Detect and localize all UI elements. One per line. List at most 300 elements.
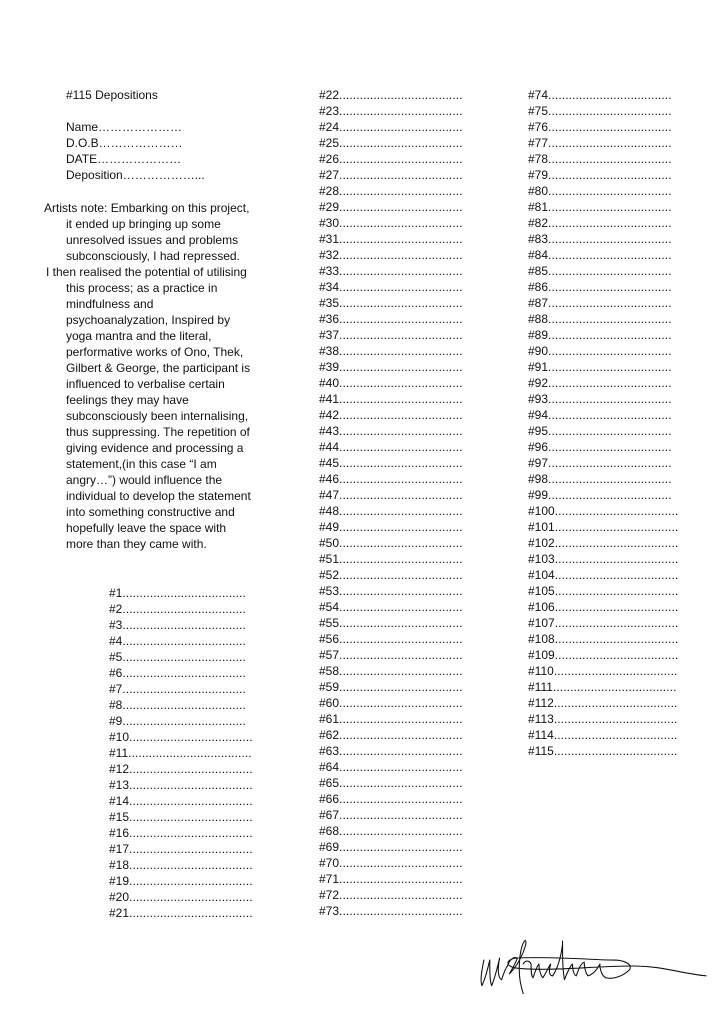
entry-leader: .................................... [339, 840, 463, 854]
deposition-entry[interactable] [528, 103, 678, 119]
deposition-entry[interactable] [319, 295, 463, 311]
deposition-entry[interactable] [319, 151, 463, 167]
deposition-entry[interactable] [109, 873, 253, 889]
deposition-entry[interactable] [319, 247, 463, 263]
note-line: feelings they may have [66, 393, 189, 407]
deposition-entry[interactable] [319, 775, 463, 791]
entry-leader: .................................... [339, 552, 463, 566]
entry-leader: .................................... [339, 744, 463, 758]
note-line: subconsciously, I had repressed. [66, 249, 240, 263]
deposition-entry[interactable] [528, 423, 678, 439]
deposition-entry[interactable] [319, 375, 463, 391]
deposition-entry[interactable] [319, 887, 463, 903]
entry-number: #8 [109, 698, 123, 712]
entry-number: #44 [319, 440, 340, 454]
entry-leader: .................................... [548, 264, 672, 278]
entry-leader: .................................... [128, 746, 252, 760]
deposition-entry[interactable] [319, 439, 463, 455]
deposition-entry[interactable] [319, 279, 463, 295]
entry-number: #10 [109, 730, 130, 744]
deposition-entry[interactable] [528, 695, 678, 711]
note-line: I then realised the potential of utilising [46, 265, 247, 279]
deposition-entry[interactable] [109, 793, 253, 809]
entry-number: #76 [528, 120, 549, 134]
deposition-entry[interactable] [528, 407, 678, 423]
entry-leader: .................................... [339, 472, 463, 486]
entry-number: #40 [319, 376, 340, 390]
entry-number: #24 [319, 120, 340, 134]
deposition-entry[interactable] [109, 713, 253, 729]
deposition-entry[interactable] [528, 727, 678, 743]
entry-leader: .................................... [129, 890, 253, 904]
deposition-entry[interactable] [319, 615, 463, 631]
deposition-entry[interactable] [319, 167, 463, 183]
note-line: yoga mantra and the literal, [66, 329, 212, 343]
entry-leader: .................................... [129, 810, 253, 824]
field-label: DATE [66, 152, 98, 166]
entry-number: #66 [319, 792, 340, 806]
deposition-entry[interactable] [109, 729, 253, 745]
entry-number: #46 [319, 472, 340, 486]
entry-leader: .................................... [553, 728, 678, 742]
entry-number: #108 [528, 632, 555, 646]
field-leader: ………………… [98, 120, 183, 134]
deposition-entry[interactable] [319, 855, 463, 871]
entry-leader: .................................... [339, 536, 463, 550]
deposition-entry[interactable] [528, 343, 678, 359]
deposition-entry[interactable] [319, 679, 463, 695]
field-deposition[interactable] [66, 167, 205, 183]
entry-leader: .................................... [339, 824, 463, 838]
entry-leader: .................................... [554, 632, 679, 646]
entry-number: #58 [319, 664, 340, 678]
note-line: unresolved issues and problems [66, 233, 239, 247]
deposition-entry[interactable] [528, 215, 678, 231]
deposition-entry[interactable] [319, 263, 463, 279]
field-label: Name [66, 120, 99, 134]
entry-number: #101 [528, 520, 555, 534]
entry-leader: .................................... [339, 88, 463, 102]
entry-number: #85 [528, 264, 549, 278]
entry-number: #107 [528, 616, 555, 630]
entry-leader: .................................... [339, 648, 463, 662]
field-label: Deposition [66, 168, 123, 182]
deposition-entry[interactable] [109, 649, 253, 665]
entry-leader: .................................... [339, 584, 463, 598]
entry-number: #95 [528, 424, 549, 438]
deposition-entry[interactable] [528, 183, 678, 199]
deposition-entry[interactable] [319, 823, 463, 839]
entry-leader: .................................... [339, 296, 463, 310]
entry-leader: .................................... [122, 666, 246, 680]
entry-number: #3 [109, 618, 123, 632]
deposition-entry[interactable] [528, 391, 678, 407]
deposition-entry[interactable] [528, 743, 678, 759]
entry-leader: .................................... [122, 602, 246, 616]
deposition-entry[interactable] [528, 151, 678, 167]
entry-number: #49 [319, 520, 340, 534]
entry-leader: .................................... [339, 568, 463, 582]
deposition-entry[interactable] [319, 359, 463, 375]
entry-number: #30 [319, 216, 340, 230]
deposition-entry[interactable] [319, 407, 463, 423]
note-line: angry…”) would influence the [66, 473, 223, 487]
deposition-entry[interactable] [319, 503, 463, 519]
deposition-entry[interactable] [528, 599, 678, 615]
entry-leader: .................................... [122, 586, 246, 600]
field-date[interactable] [66, 151, 205, 167]
entry-number: #5 [109, 650, 123, 664]
entry-number: #7 [109, 682, 123, 696]
entry-number: #55 [319, 616, 340, 630]
entry-leader: .................................... [548, 216, 672, 230]
deposition-entry[interactable] [109, 633, 253, 649]
entry-leader: .................................... [339, 216, 463, 230]
entry-leader: .................................... [129, 778, 253, 792]
entry-number: #114 [528, 728, 554, 742]
entry-number: #110 [528, 664, 554, 678]
deposition-entry[interactable] [528, 551, 678, 567]
field-leader: ………………… [98, 136, 183, 150]
entry-number: #79 [528, 168, 549, 182]
entry-number: #113 [528, 712, 554, 726]
deposition-entry[interactable] [319, 471, 463, 487]
deposition-entry[interactable] [319, 455, 463, 471]
entry-number: #6 [109, 666, 123, 680]
deposition-entry[interactable] [319, 535, 463, 551]
deposition-entry[interactable] [319, 551, 463, 567]
deposition-entry[interactable] [109, 905, 253, 921]
entry-number: #75 [528, 104, 549, 118]
deposition-entry[interactable] [528, 375, 678, 391]
deposition-entry[interactable] [528, 279, 678, 295]
entry-leader: .................................... [339, 488, 463, 502]
deposition-entry[interactable] [528, 199, 678, 215]
entry-number: #94 [528, 408, 549, 422]
entry-number: #13 [109, 778, 130, 792]
artists-note [40, 200, 260, 552]
deposition-entry[interactable] [109, 745, 253, 761]
entry-number: #2 [109, 602, 123, 616]
deposition-entry[interactable] [319, 231, 463, 247]
entry-number: #100 [528, 504, 555, 518]
deposition-entry[interactable] [528, 519, 678, 535]
entry-number: #68 [319, 824, 340, 838]
entry-number: #89 [528, 328, 549, 342]
deposition-entry[interactable] [319, 663, 463, 679]
deposition-entry[interactable] [528, 439, 678, 455]
entry-number: #86 [528, 280, 549, 294]
deposition-entry[interactable] [109, 665, 253, 681]
deposition-entry[interactable] [319, 727, 463, 743]
deposition-entry[interactable] [319, 871, 463, 887]
deposition-entry[interactable] [319, 583, 463, 599]
note-line: into something constructive and [66, 505, 235, 519]
entry-leader: .................................... [548, 392, 672, 406]
deposition-entry[interactable] [109, 681, 253, 697]
deposition-entry[interactable] [528, 647, 678, 663]
entry-leader: .................................... [339, 856, 463, 870]
entry-leader: .................................... [129, 794, 253, 808]
entry-number: #61 [319, 712, 340, 726]
entry-number: #71 [319, 872, 340, 886]
entry-number: #48 [319, 504, 340, 518]
note-line: this process; as a practice in [66, 281, 218, 295]
entry-leader: .................................... [554, 648, 679, 662]
entry-number: #34 [319, 280, 340, 294]
deposition-entry[interactable] [528, 119, 678, 135]
entry-leader: .................................... [548, 456, 672, 470]
entry-number: #73 [319, 904, 340, 918]
entry-number: #67 [319, 808, 340, 822]
entry-leader: .................................... [548, 424, 672, 438]
deposition-entry[interactable] [528, 487, 678, 503]
entry-leader: .................................... [339, 616, 463, 630]
deposition-entry[interactable] [109, 841, 253, 857]
entry-number: #69 [319, 840, 340, 854]
entry-number: #1 [109, 586, 123, 600]
deposition-entry[interactable] [319, 311, 463, 327]
entry-leader: .................................... [129, 826, 253, 840]
entry-number: #63 [319, 744, 340, 758]
deposition-entry[interactable] [109, 585, 253, 601]
deposition-entry[interactable] [319, 695, 463, 711]
deposition-entry[interactable] [528, 503, 678, 519]
entry-leader: .................................... [339, 104, 463, 118]
entry-number: #38 [319, 344, 340, 358]
entry-number: #9 [109, 714, 123, 728]
deposition-entry[interactable] [528, 247, 678, 263]
entry-number: #87 [528, 296, 549, 310]
entry-leader: .................................... [548, 344, 672, 358]
deposition-entry[interactable] [109, 889, 253, 905]
entry-leader: .................................... [548, 152, 672, 166]
deposition-entry[interactable] [528, 167, 678, 183]
entry-number: #83 [528, 232, 549, 246]
entry-leader: .................................... [548, 472, 672, 486]
entry-leader: .................................... [129, 730, 253, 744]
entry-leader: .................................... [548, 312, 672, 326]
entry-number: #21 [109, 906, 130, 920]
field-dob[interactable] [66, 135, 205, 151]
entry-number: #23 [319, 104, 340, 118]
entry-number: #42 [319, 408, 340, 422]
entry-leader: .................................... [548, 184, 672, 198]
entry-leader: .................................... [553, 696, 678, 710]
entry-number: #99 [528, 488, 549, 502]
document-title: #115 Depositions [66, 88, 158, 102]
signature-stroke [508, 941, 706, 980]
deposition-entry[interactable] [528, 535, 678, 551]
deposition-entry[interactable] [528, 327, 678, 343]
entry-number: #112 [528, 696, 554, 710]
entry-leader: .................................... [548, 248, 672, 262]
entry-leader: .................................... [553, 744, 678, 758]
deposition-entry[interactable] [109, 825, 253, 841]
entry-leader: .................................... [339, 168, 463, 182]
deposition-entry[interactable] [319, 759, 463, 775]
entry-leader: .................................... [339, 328, 463, 342]
entry-number: #96 [528, 440, 549, 454]
entry-number: #92 [528, 376, 549, 390]
note-line: statement,(in this case “I am [66, 457, 217, 471]
entry-leader: .................................... [339, 520, 463, 534]
deposition-entry[interactable] [319, 711, 463, 727]
entry-leader: .................................... [339, 136, 463, 150]
entry-number: #60 [319, 696, 340, 710]
entry-number: #33 [319, 264, 340, 278]
deposition-entry[interactable] [528, 231, 678, 247]
entries-column-1 [109, 585, 253, 921]
deposition-entry[interactable] [528, 471, 678, 487]
entry-number: #36 [319, 312, 340, 326]
deposition-entry[interactable] [528, 631, 678, 647]
deposition-entry[interactable] [528, 679, 678, 695]
entry-leader: .................................... [548, 136, 672, 150]
deposition-entry[interactable] [528, 583, 678, 599]
deposition-entry[interactable] [319, 807, 463, 823]
deposition-entry[interactable] [319, 215, 463, 231]
entry-number: #12 [109, 762, 130, 776]
deposition-entry[interactable] [319, 743, 463, 759]
deposition-entry[interactable] [528, 567, 678, 583]
deposition-entry[interactable] [109, 617, 253, 633]
deposition-entry[interactable] [528, 311, 678, 327]
field-leader: ………………… [97, 152, 182, 166]
entry-number: #28 [319, 184, 340, 198]
entry-number: #105 [528, 584, 555, 598]
deposition-entry[interactable] [319, 647, 463, 663]
deposition-entry[interactable] [319, 103, 463, 119]
entry-number: #102 [528, 536, 555, 550]
entry-leader: .................................... [129, 874, 253, 888]
entry-leader: .................................... [339, 440, 463, 454]
entry-leader: .................................... [339, 888, 463, 902]
entry-number: #27 [319, 168, 340, 182]
entry-leader: .................................... [339, 600, 463, 614]
entry-number: #65 [319, 776, 340, 790]
entry-number: #39 [319, 360, 340, 374]
entry-number: #81 [528, 200, 549, 214]
deposition-entry[interactable] [528, 663, 678, 679]
entry-leader: .................................... [339, 392, 463, 406]
deposition-entry[interactable] [319, 567, 463, 583]
note-line: giving evidence and processing a [66, 441, 244, 455]
entry-leader: .................................... [339, 760, 463, 774]
entry-leader: .................................... [548, 488, 672, 502]
entry-number: #93 [528, 392, 549, 406]
entry-leader: .................................... [339, 504, 463, 518]
deposition-entry[interactable] [528, 263, 678, 279]
deposition-entry[interactable] [319, 839, 463, 855]
entry-number: #59 [319, 680, 340, 694]
entry-leader: .................................... [339, 712, 463, 726]
deposition-entry[interactable] [528, 711, 678, 727]
deposition-entry[interactable] [319, 519, 463, 535]
note-line: Gilbert & George, the participant is [66, 361, 251, 375]
deposition-entry[interactable] [528, 615, 678, 631]
entry-number: #109 [528, 648, 555, 662]
entry-number: #84 [528, 248, 549, 262]
deposition-entry[interactable] [319, 631, 463, 647]
entry-number: #104 [528, 568, 555, 582]
entry-number: #98 [528, 472, 549, 486]
deposition-entry[interactable] [109, 857, 253, 873]
entry-number: #115 [528, 744, 554, 758]
entry-leader: .................................... [548, 104, 672, 118]
deposition-entry[interactable] [319, 87, 463, 103]
entry-leader: .................................... [548, 88, 672, 102]
deposition-entry[interactable] [109, 761, 253, 777]
field-leader: ………………... [122, 168, 205, 182]
entry-leader: .................................... [553, 664, 678, 678]
entry-leader: .................................... [548, 168, 672, 182]
entry-leader: .................................... [548, 120, 672, 134]
deposition-entry[interactable] [528, 295, 678, 311]
note-line: it ended up bringing up some [66, 217, 221, 231]
entry-leader: .................................... [339, 360, 463, 374]
entry-leader: .................................... [339, 376, 463, 390]
deposition-entry[interactable] [319, 183, 463, 199]
entry-number: #74 [528, 88, 549, 102]
deposition-entry[interactable] [109, 697, 253, 713]
deposition-entry[interactable] [109, 601, 253, 617]
entry-leader: .................................... [339, 904, 463, 918]
entry-number: #88 [528, 312, 549, 326]
entry-leader: .................................... [554, 600, 679, 614]
entry-number: #51 [319, 552, 340, 566]
entry-leader: .................................... [339, 792, 463, 806]
deposition-entry[interactable] [319, 119, 463, 135]
entry-leader: .................................... [554, 616, 679, 630]
deposition-entry[interactable] [319, 135, 463, 151]
signature-stroke [507, 940, 526, 993]
deposition-entry[interactable] [319, 199, 463, 215]
entry-number: #53 [319, 584, 340, 598]
field-name[interactable] [66, 119, 205, 135]
entry-leader: .................................... [339, 280, 463, 294]
entry-leader: .................................... [548, 280, 672, 294]
entry-leader: .................................... [548, 296, 672, 310]
deposition-entry[interactable] [528, 455, 678, 471]
entry-leader: .................................... [339, 248, 463, 262]
entry-leader: .................................... [339, 680, 463, 694]
deposition-entry[interactable] [319, 343, 463, 359]
entry-number: #77 [528, 136, 549, 150]
entry-number: #97 [528, 456, 549, 470]
entry-number: #43 [319, 424, 340, 438]
deposition-entry[interactable] [528, 87, 678, 103]
deposition-entry[interactable] [319, 599, 463, 615]
entry-leader: .................................... [554, 536, 679, 550]
deposition-entry[interactable] [319, 391, 463, 407]
deposition-entry[interactable] [319, 791, 463, 807]
entry-leader: .................................... [122, 618, 246, 632]
note-line: Artists note: Embarking on this project, [44, 201, 250, 215]
deposition-entry[interactable] [319, 903, 463, 919]
entry-leader: .................................... [339, 728, 463, 742]
deposition-entry[interactable] [109, 777, 253, 793]
entry-number: #80 [528, 184, 549, 198]
deposition-entry[interactable] [319, 487, 463, 503]
entry-leader: .................................... [129, 762, 253, 776]
deposition-entry[interactable] [319, 327, 463, 343]
deposition-entry[interactable] [528, 359, 678, 375]
entry-leader: .................................... [122, 634, 246, 648]
deposition-entry[interactable] [319, 423, 463, 439]
deposition-entry[interactable] [109, 809, 253, 825]
deposition-entry[interactable] [528, 135, 678, 151]
